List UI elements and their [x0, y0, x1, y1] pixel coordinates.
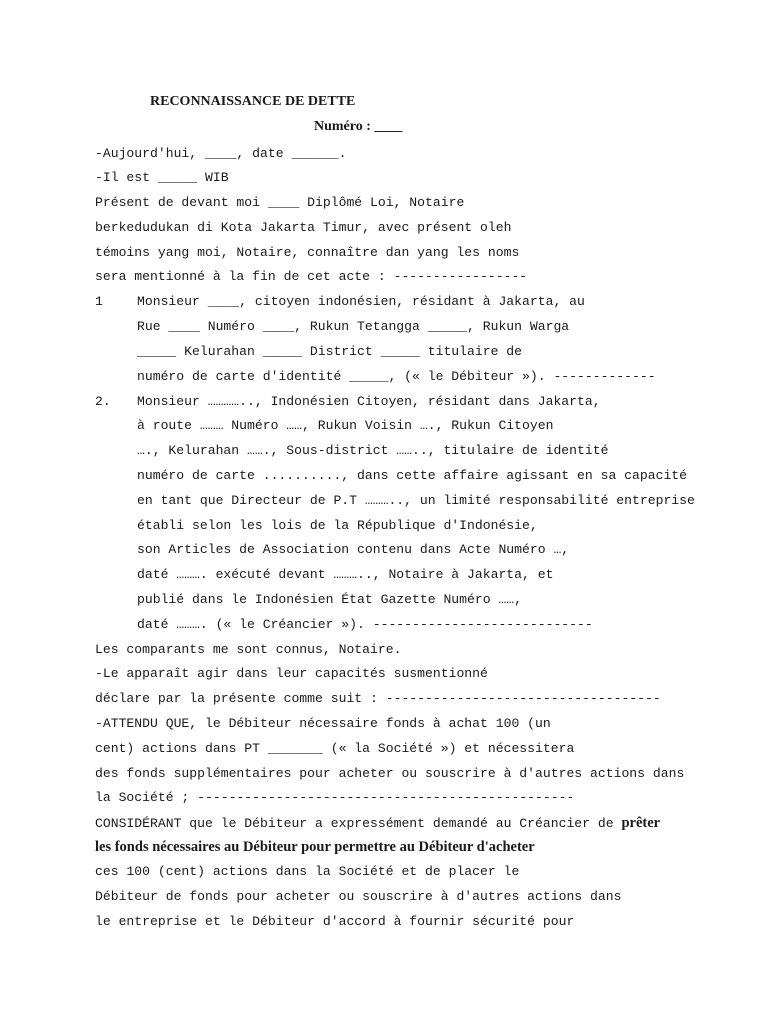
considerant-bold-line: les fonds nécessaires au Débiteur pour permettre au Débiteur d'acheter [95, 839, 535, 855]
party2-line: publié dans le Indonésien État Gazette Numéro ……, [137, 592, 523, 607]
considerant-line [95, 815, 660, 832]
text-line: témoins yang moi, Notaire, connaître dan yang les noms [95, 245, 520, 260]
party2-line: daté ………. (« le Créancier »). ---------------------------- [137, 617, 593, 632]
body-line: -Le apparaît agir dans leur capacités susmentionné [95, 666, 488, 681]
body-line: -ATTENDU QUE, le Débiteur nécessaire fonds à achat 100 (un [95, 716, 551, 731]
party1-line: numéro de carte d'identité _____, (« le Débiteur »). ------------- [137, 369, 656, 384]
text-line: sera mentionné à la fin de cet acte : ----------------- [95, 269, 528, 284]
body-line: des fonds supplémentaires pour acheter ou souscrire à d'autres actions dans [95, 766, 685, 781]
body-line: cent) actions dans PT _______ (« la Société ») et nécessitera [95, 741, 575, 756]
considerant-bold: prêter [621, 815, 661, 831]
party2-line: établi selon les lois de la République d'Indonésie, [137, 518, 538, 533]
party1-line: _____ Kelurahan _____ District _____ titulaire de [137, 344, 523, 359]
party2-line: Monsieur ………….., Indonésien Citoyen, résidant dans Jakarta, [137, 394, 601, 409]
considerant-text: CONSIDÉRANT que le Débiteur a expressément demandé au Créancier de [95, 816, 622, 831]
party2-line: …., Kelurahan ……., Sous-district …….., titulaire de identité [137, 443, 609, 458]
date-line: -Aujourd'hui, ____, date ______. [95, 146, 347, 161]
body-line: la Société ; ------------------------------------------------ [95, 790, 575, 805]
text-line: berkedudukan di Kota Jakarta Timur, avec présent oleh [95, 220, 512, 235]
closing-line: Débiteur de fonds pour acheter ou souscrire à d'autres actions dans [95, 889, 622, 904]
party2-line: daté ………. exécuté devant ……….., Notaire à Jakarta, et [137, 567, 554, 582]
party2-line: numéro de carte .........., dans cette affaire agissant en sa capacité [137, 468, 688, 483]
document-number: Numéro : ____ [314, 119, 403, 134]
time-line: -Il est _____ WIB [95, 170, 229, 185]
closing-line: ces 100 (cent) actions dans la Société et de placer le [95, 864, 520, 879]
document-title: RECONNAISSANCE DE DETTE [150, 94, 356, 109]
party1-line: Monsieur ____, citoyen indonésien, résidant à Jakarta, au [137, 294, 585, 309]
party2-line: son Articles de Association contenu dans Acte Numéro …, [137, 542, 570, 557]
body-line: déclare par la présente comme suit : ----------------------------------- [95, 691, 661, 706]
party-number: 1 [95, 294, 103, 309]
notary-line: Présent de devant moi ____ Diplômé Loi, Notaire [95, 195, 465, 210]
party2-line: en tant que Directeur de P.T ……….., un limité responsabilité entreprise [137, 493, 695, 508]
body-line: Les comparants me sont connus, Notaire. [95, 642, 402, 657]
party2-line: à route ……… Numéro ……, Rukun Voisin …., Rukun Citoyen [137, 418, 554, 433]
party1-line: Rue ____ Numéro ____, Rukun Tetangga _____, Rukun Warga [137, 319, 570, 334]
party-number: 2. [95, 394, 111, 409]
closing-line: le entreprise et le Débiteur d'accord à fournir sécurité pour [95, 914, 575, 929]
